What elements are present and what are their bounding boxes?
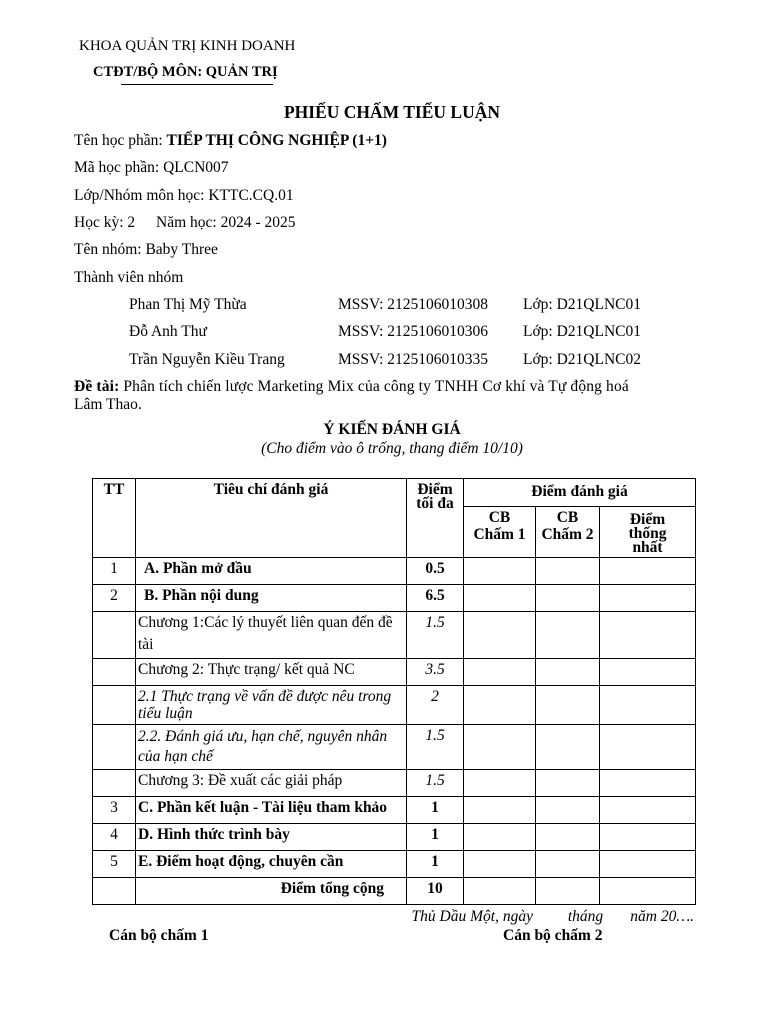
row-max-score: 1 xyxy=(407,824,464,851)
score-cell-cb1[interactable] xyxy=(464,725,536,770)
row-tt xyxy=(93,770,136,797)
evaluation-heading: Ý KIẾN ĐÁNH GIÁ xyxy=(323,421,461,438)
evaluation-subheading: (Cho điểm vào ô trống, thang điểm 10/10) xyxy=(261,440,523,457)
score-cell-cb1[interactable] xyxy=(464,824,536,851)
score-cell-cb2[interactable] xyxy=(536,585,600,612)
topic-line-2: Lâm Thao. xyxy=(74,396,142,413)
total-cell-cb2[interactable] xyxy=(536,878,600,905)
header-max-score: Điểm tối đa xyxy=(407,479,464,558)
table-total-row xyxy=(93,878,696,905)
member-name: Phan Thị Mỹ Thừa xyxy=(129,296,247,313)
member-class: Lớp: D21QLNC02 xyxy=(523,351,641,368)
row-tt: 4 xyxy=(93,824,136,851)
score-cell-agreed[interactable] xyxy=(600,725,696,770)
department-name: CTĐT/BỘ MÔN: QUẢN TRỊ xyxy=(93,64,278,80)
total-tt xyxy=(93,878,136,905)
score-cell-agreed[interactable] xyxy=(600,851,696,878)
score-cell-agreed[interactable] xyxy=(600,558,696,585)
row-tt: 5 xyxy=(93,851,136,878)
department-underline xyxy=(121,84,273,85)
page-title: PHIẾU CHẤM TIỂU LUẬN xyxy=(283,102,500,122)
score-cell-cb2[interactable] xyxy=(536,686,600,725)
score-cell-agreed[interactable] xyxy=(600,797,696,824)
total-label: Điểm tổng cộng xyxy=(136,878,407,905)
score-cell-agreed[interactable] xyxy=(600,686,696,725)
member-name: Trần Nguyễn Kiều Trang xyxy=(129,351,285,368)
row-tt: 2 xyxy=(93,585,136,612)
course-code: Mã học phần: QLCN007 xyxy=(74,159,229,176)
member-mssv: MSSV: 2125106010308 xyxy=(338,296,488,313)
class-group: Lớp/Nhóm môn học: KTTC.CQ.01 xyxy=(74,187,294,204)
row-criteria: E. Điểm hoạt động, chuyên cần xyxy=(136,851,407,878)
total-max-score: 10 xyxy=(407,878,464,905)
group-name: Tên nhóm: Baby Three xyxy=(74,241,218,258)
semester: Học kỳ: 2 xyxy=(74,214,136,231)
row-max-score: 1 xyxy=(407,797,464,824)
grading-table xyxy=(92,478,696,905)
academic-year: Năm học: 2024 - 2025 xyxy=(156,214,296,231)
header-criteria: Tiêu chí đánh giá xyxy=(136,479,407,558)
header-agreed-score: Điểm thống nhất xyxy=(600,507,696,558)
score-cell-cb2[interactable] xyxy=(536,824,600,851)
row-max-score: 1.5 xyxy=(407,770,464,797)
score-cell-agreed[interactable] xyxy=(600,585,696,612)
header-cb2: CB Chấm 2 xyxy=(536,507,600,558)
member-mssv: MSSV: 2125106010306 xyxy=(338,323,488,340)
table-row xyxy=(93,558,696,585)
row-tt: 1 xyxy=(93,558,136,585)
score-cell-cb1[interactable] xyxy=(464,770,536,797)
score-cell-cb1[interactable] xyxy=(464,558,536,585)
table-row xyxy=(93,725,696,770)
row-criteria: B. Phần nội dung xyxy=(136,585,407,612)
topic-label: Đề tài: xyxy=(74,378,120,395)
total-cell-cb1[interactable] xyxy=(464,878,536,905)
table-row xyxy=(93,797,696,824)
total-cell-agreed[interactable] xyxy=(600,878,696,905)
topic-line-1 xyxy=(74,378,629,396)
row-tt xyxy=(93,659,136,686)
score-cell-cb1[interactable] xyxy=(464,585,536,612)
table-row xyxy=(93,585,696,612)
table-header-row xyxy=(93,479,696,507)
score-cell-cb1[interactable] xyxy=(464,659,536,686)
score-cell-cb1[interactable] xyxy=(464,851,536,878)
place-date: Thủ Dầu Một, ngày tháng năm 20…. xyxy=(411,908,694,925)
member-name: Đỗ Anh Thư xyxy=(129,323,207,340)
member-mssv: MSSV: 2125106010335 xyxy=(338,351,488,368)
table-row xyxy=(93,659,696,686)
row-max-score: 3.5 xyxy=(407,659,464,686)
score-cell-cb1[interactable] xyxy=(464,686,536,725)
row-criteria: C. Phần kết luận - Tài liệu tham khảo xyxy=(136,797,407,824)
score-cell-cb1[interactable] xyxy=(464,612,536,659)
score-cell-agreed[interactable] xyxy=(600,612,696,659)
score-cell-cb2[interactable] xyxy=(536,725,600,770)
table-row xyxy=(93,770,696,797)
score-cell-cb2[interactable] xyxy=(536,558,600,585)
row-tt xyxy=(93,725,136,770)
grader-2-label: Cán bộ chấm 2 xyxy=(503,927,603,944)
score-cell-cb1[interactable] xyxy=(464,797,536,824)
row-max-score: 6.5 xyxy=(407,585,464,612)
row-max-score: 2 xyxy=(407,686,464,725)
score-cell-cb2[interactable] xyxy=(536,851,600,878)
table-row xyxy=(93,824,696,851)
score-cell-agreed[interactable] xyxy=(600,659,696,686)
header-score-group: Điểm đánh giá xyxy=(464,479,696,507)
faculty-name: KHOA QUẢN TRỊ KINH DOANH xyxy=(79,38,296,54)
row-criteria: 2.2. Đánh giá ưu, hạn chế, nguyên nhân của hạn chế xyxy=(136,725,407,770)
row-tt xyxy=(93,686,136,725)
course-label: Tên học phần: xyxy=(74,132,167,149)
score-cell-cb2[interactable] xyxy=(536,770,600,797)
score-cell-agreed[interactable] xyxy=(600,770,696,797)
row-max-score: 0.5 xyxy=(407,558,464,585)
row-max-score: 1.5 xyxy=(407,612,464,659)
table-row xyxy=(93,686,696,725)
members-label: Thành viên nhóm xyxy=(74,269,184,286)
score-cell-cb2[interactable] xyxy=(536,612,600,659)
member-class: Lớp: D21QLNC01 xyxy=(523,296,641,313)
score-cell-cb2[interactable] xyxy=(536,797,600,824)
row-max-score: 1 xyxy=(407,851,464,878)
member-class: Lớp: D21QLNC01 xyxy=(523,323,641,340)
row-max-score: 1.5 xyxy=(407,725,464,770)
row-tt: 3 xyxy=(93,797,136,824)
row-criteria: Chương 1:Các lý thuyết liên quan đến đề tài xyxy=(136,612,407,659)
table-row xyxy=(93,851,696,878)
course-value: TIẾP THỊ CÔNG NGHIỆP (1+1) xyxy=(166,132,387,149)
score-cell-cb2[interactable] xyxy=(536,659,600,686)
table-row xyxy=(93,612,696,659)
topic-text: Phân tích chiến lược Marketing Mix của công ty TNHH Cơ khí và Tự động hoá xyxy=(119,378,629,395)
row-criteria: A. Phần mở đầu xyxy=(136,558,407,585)
row-tt xyxy=(93,612,136,659)
row-criteria: Chương 3: Đề xuất các giải pháp xyxy=(136,770,407,797)
grader-1-label: Cán bộ chấm 1 xyxy=(109,927,209,944)
row-criteria: Chương 2: Thực trạng/ kết quả NC xyxy=(136,659,407,686)
row-criteria: 2.1 Thực trạng về vấn đề được nêu trong tiểu luận xyxy=(136,686,407,725)
header-cb1: CB Chấm 1 xyxy=(464,507,536,558)
header-tt: TT xyxy=(93,479,136,558)
row-criteria: D. Hình thức trình bày xyxy=(136,824,407,851)
score-cell-agreed[interactable] xyxy=(600,824,696,851)
course-name xyxy=(74,132,387,150)
